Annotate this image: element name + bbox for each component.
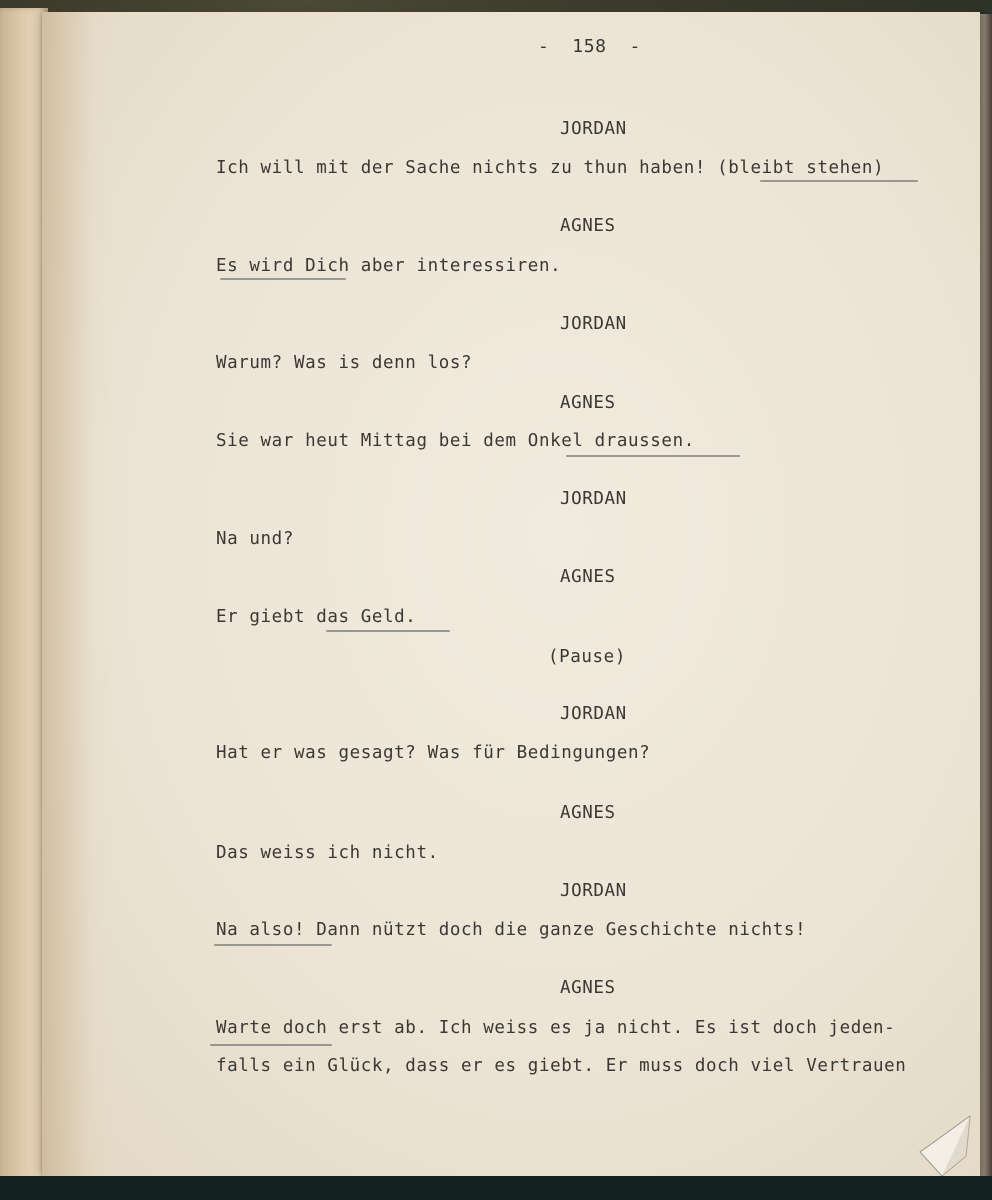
page-corner-fold bbox=[918, 1112, 974, 1178]
dialogue-line-continuation: falls ein Glück, dass er es giebt. Er muss doch viel Vertrauen bbox=[216, 1056, 907, 1076]
pencil-underline bbox=[566, 455, 740, 457]
speaker-name: AGNES bbox=[560, 803, 616, 823]
speaker-name: AGNES bbox=[560, 216, 616, 236]
page-number: - 158 - bbox=[538, 36, 641, 57]
left-page-leaf bbox=[0, 8, 48, 1188]
speaker-name: JORDAN bbox=[560, 314, 627, 334]
binding-gutter-shadow bbox=[42, 12, 112, 1176]
pencil-underline bbox=[326, 630, 450, 632]
speaker-name: AGNES bbox=[560, 393, 616, 413]
speaker-name: JORDAN bbox=[560, 881, 627, 901]
dialogue-line: Das weiss ich nicht. bbox=[216, 843, 439, 863]
speaker-name: JORDAN bbox=[560, 704, 627, 724]
speaker-name: JORDAN bbox=[560, 489, 627, 509]
pencil-underline bbox=[220, 278, 346, 280]
pencil-underline bbox=[210, 1044, 332, 1046]
book-bottom-edge bbox=[0, 1176, 992, 1200]
dialogue-line: Ich will mit der Sache nichts zu thun haben! (bleibt stehen) bbox=[216, 158, 885, 178]
dialogue-line: Warum? Was is denn los? bbox=[216, 353, 473, 373]
speaker-name: JORDAN bbox=[560, 119, 627, 139]
dialogue-line: Hat er was gesagt? Was für Bedingungen? bbox=[216, 743, 651, 763]
dialogue-line: Sie war heut Mittag bei dem Onkel draussen. bbox=[216, 431, 695, 451]
dialogue-line: Na und? bbox=[216, 529, 294, 549]
speaker-name: AGNES bbox=[560, 567, 616, 587]
speaker-name: AGNES bbox=[560, 978, 616, 998]
stage-direction: (Pause) bbox=[548, 647, 626, 667]
pencil-underline bbox=[760, 180, 918, 182]
dialogue-line: Es wird Dich aber interessiren. bbox=[216, 256, 562, 276]
pencil-underline bbox=[214, 944, 332, 946]
typed-script-page bbox=[42, 12, 980, 1176]
dialogue-line: Na also! Dann nützt doch die ganze Geschichte nichts! bbox=[216, 920, 807, 940]
dialogue-line: Warte doch erst ab. Ich weiss es ja nicht. Es ist doch jeden- bbox=[216, 1018, 896, 1038]
book-top-edge bbox=[0, 0, 992, 12]
dialogue-line: Er giebt das Geld. bbox=[216, 607, 417, 627]
